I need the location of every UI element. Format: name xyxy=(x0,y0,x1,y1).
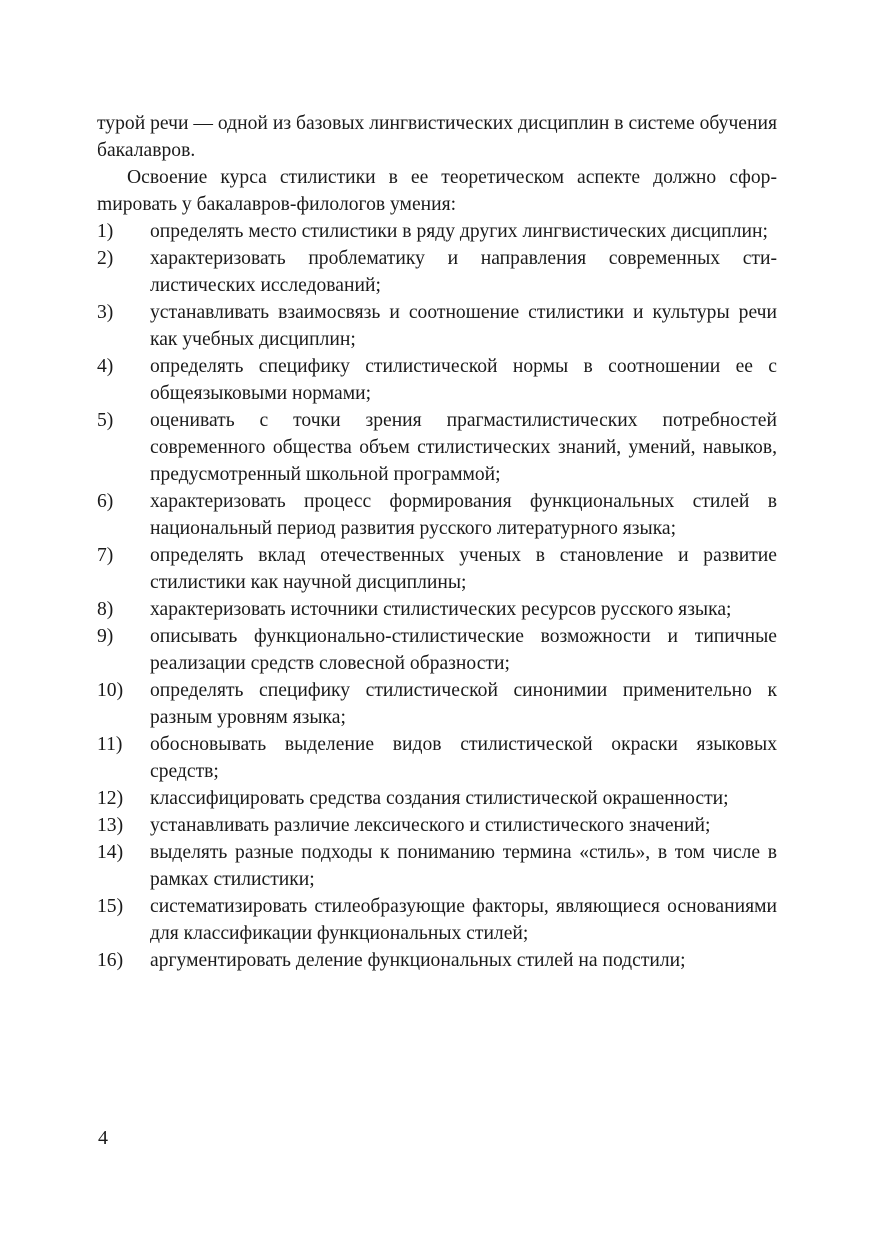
list-item-text: классифицировать средства создания стилистической окрашенности; xyxy=(150,788,729,809)
list-item-text: характеризовать процесс формирования функциональных стилей в национальный период развития русского литературного языка; xyxy=(150,491,777,539)
list-item-text: определять специфику стилистической синонимии применительно к разным уровням языка; xyxy=(150,680,777,728)
list-item xyxy=(97,947,777,974)
skills-list xyxy=(97,218,777,974)
list-item xyxy=(97,785,777,812)
list-item xyxy=(97,677,777,731)
list-item-text: устанавливать различие лексического и стилистического значений; xyxy=(150,815,711,836)
list-item-number: 4) xyxy=(97,356,114,377)
list-item-text: оценивать с точки зрения прагмастилистических потребностей современного общества объем стилистических знаний, умений, навыков, предусмотренный школьной программой; xyxy=(150,410,777,485)
list-item xyxy=(97,596,777,623)
list-item-text: характеризовать проблематику и направления современных стилистических исследований; xyxy=(150,248,777,296)
list-item-number: 10) xyxy=(97,680,124,701)
list-item xyxy=(97,731,777,785)
list-item-number: 5) xyxy=(97,410,114,431)
list-item xyxy=(97,488,777,542)
list-item-number: 15) xyxy=(97,896,124,917)
list-item-text: обосновывать выделение видов стилистической окраски языковых средств; xyxy=(150,734,777,782)
continued-paragraph: турой речи — одной из базовых лингвистических дисциплин в системе обучения бакалавров. xyxy=(97,113,777,161)
list-item xyxy=(97,623,777,677)
list-item-number: 7) xyxy=(97,545,114,566)
page-body xyxy=(97,110,777,974)
list-item-number: 16) xyxy=(97,950,124,971)
list-item xyxy=(97,353,777,407)
list-item-number: 6) xyxy=(97,491,114,512)
list-item-number: 14) xyxy=(97,842,124,863)
list-item-number: 9) xyxy=(97,626,114,647)
list-item-number: 2) xyxy=(97,248,114,269)
list-item-text: определять место стилистики в ряду других лингвистических дисциплин; xyxy=(150,221,768,242)
list-item xyxy=(97,407,777,488)
list-item xyxy=(97,893,777,947)
page-number: 4 xyxy=(98,1127,108,1149)
list-item xyxy=(97,812,777,839)
list-item-text: характеризовать источники стилистических ресурсов русского языка; xyxy=(150,599,732,620)
list-item-text: систематизировать стилеобразующие факторы, являющиеся основаниями для классификации функциональных стилей; xyxy=(150,896,777,944)
list-item xyxy=(97,542,777,596)
list-item-number: 11) xyxy=(97,734,123,755)
list-item-text: описывать функционально-стилистические возможности и типичные реализации средств словесной образности; xyxy=(150,626,777,674)
list-item-text: определять вклад отечественных ученых в становление и развитие стилистики как научной дисциплины; xyxy=(150,545,777,593)
list-item-number: 8) xyxy=(97,599,114,620)
list-item-number: 13) xyxy=(97,815,124,836)
list-item-number: 12) xyxy=(97,788,124,809)
list-item xyxy=(97,218,777,245)
list-item-number: 1) xyxy=(97,221,114,242)
list-item-number: 3) xyxy=(97,302,114,323)
list-item-text: выделять разные подходы к пониманию термина «стиль», в том числе в рамках стилистики; xyxy=(150,842,777,890)
list-item xyxy=(97,839,777,893)
list-item-text: определять специфику стилистической нормы в соотношении ее с общеязыковыми нормами; xyxy=(150,356,777,404)
list-item-text: аргументировать деление функциональных стилей на подстили; xyxy=(150,950,686,971)
list-item xyxy=(97,299,777,353)
list-item xyxy=(97,245,777,299)
list-item-text: устанавливать взаимосвязь и соотношение стилистики и культуры речи как учебных дисциплин; xyxy=(150,302,777,350)
intro-paragraph: Освоение курса стилистики в ее теоретическом аспекте должно сфорmировать у бакалавров-филологов умения: xyxy=(97,167,777,215)
